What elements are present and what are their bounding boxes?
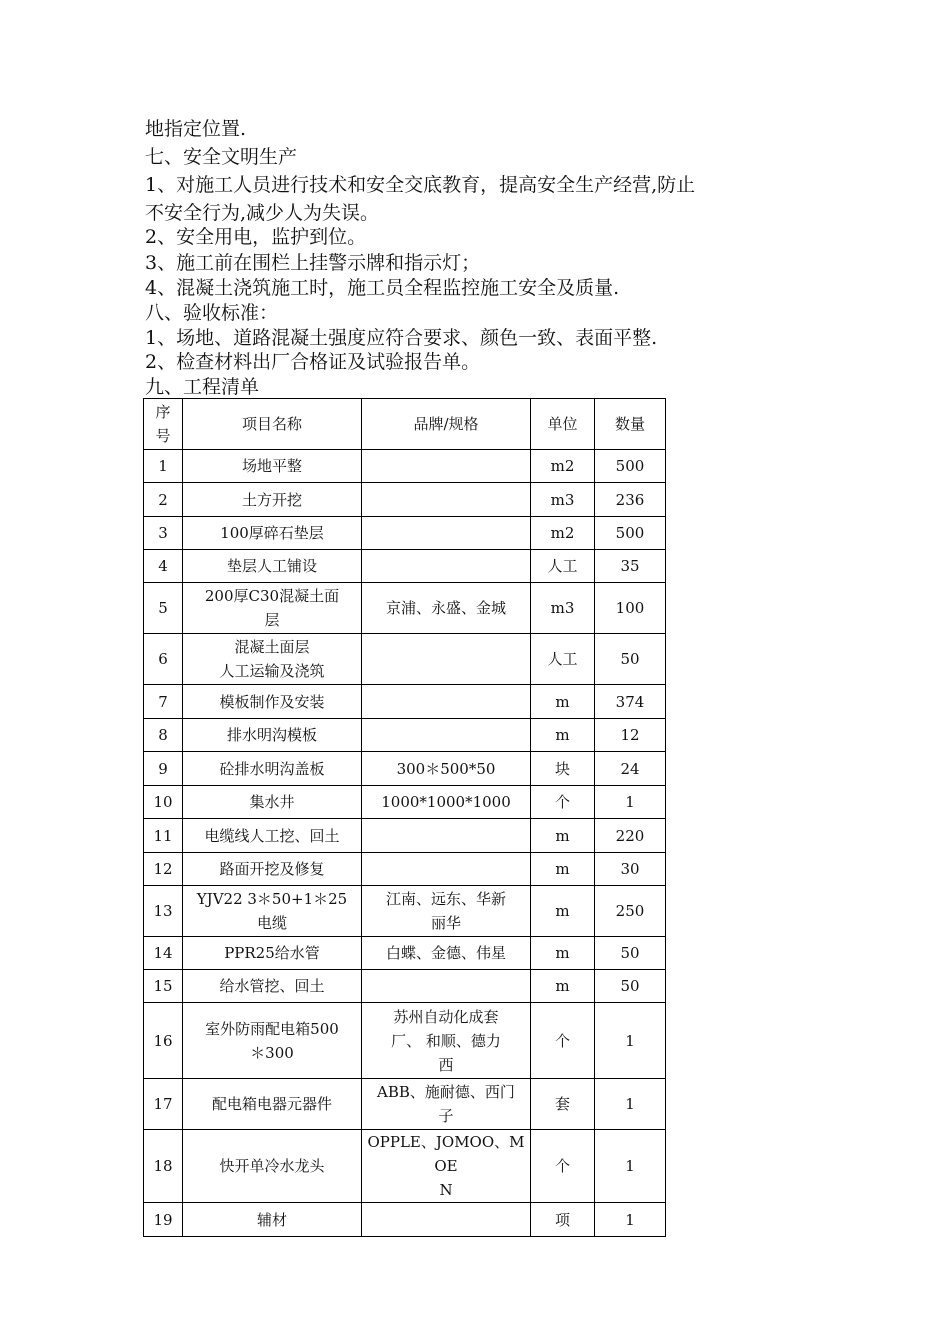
cell-unit: m2 <box>531 517 595 550</box>
cell-index: 5 <box>144 583 183 634</box>
paragraph-line: 2、安全用电，监护到位。 <box>145 226 367 248</box>
header-quantity: 数量 <box>595 399 666 450</box>
cell-index: 13 <box>144 886 183 937</box>
cell-brand-spec <box>362 719 531 752</box>
cell-brand-spec <box>362 550 531 583</box>
cell-brand-spec <box>362 450 531 483</box>
cell-index: 7 <box>144 685 183 719</box>
table-row <box>144 970 666 1003</box>
table-row <box>144 450 666 483</box>
cell-unit: m <box>531 853 595 886</box>
cell-brand-spec: 京浦、永盛、金城 <box>362 583 531 634</box>
cell-quantity: 24 <box>595 752 666 786</box>
cell-index: 3 <box>144 517 183 550</box>
cell-quantity: 1 <box>595 1130 666 1203</box>
table-row <box>144 1130 666 1203</box>
cell-unit: 套 <box>531 1079 595 1130</box>
cell-item-name: 快开单冷水龙头 <box>183 1130 362 1203</box>
paragraph-line: 不安全行为,减少人为失误。 <box>145 202 380 224</box>
cell-index: 15 <box>144 970 183 1003</box>
cell-quantity: 236 <box>595 483 666 517</box>
cell-index: 10 <box>144 786 183 819</box>
paragraph-line: 地指定位置. <box>145 118 247 140</box>
table-row <box>144 685 666 719</box>
table-row <box>144 583 666 634</box>
cell-quantity: 35 <box>595 550 666 583</box>
header-brand-spec: 品牌/规格 <box>362 399 531 450</box>
paragraph-line: 1、对施工人员进行技术和安全交底教育，提高安全生产经营,防止 <box>145 174 696 196</box>
cell-item-name: 辅材 <box>183 1203 362 1237</box>
cell-brand-spec <box>362 970 531 1003</box>
cell-item-name: 场地平整 <box>183 450 362 483</box>
cell-item-name: 排水明沟模板 <box>183 719 362 752</box>
cell-item-name: 室外防雨配电箱500 ＊300 <box>183 1003 362 1079</box>
cell-index: 11 <box>144 819 183 853</box>
paragraph-line: 3、施工前在围栏上挂警示牌和指示灯； <box>145 252 481 274</box>
cell-unit: m <box>531 937 595 970</box>
cell-brand-spec: 苏州自动化成套 厂、 和顺、德力 西 <box>362 1003 531 1079</box>
cell-brand-spec <box>362 517 531 550</box>
cell-index: 2 <box>144 483 183 517</box>
cell-unit: 个 <box>531 1130 595 1203</box>
cell-item-name: 给水管挖、回土 <box>183 970 362 1003</box>
table-row <box>144 1003 666 1079</box>
cell-quantity: 220 <box>595 819 666 853</box>
cell-unit: m3 <box>531 583 595 634</box>
cell-unit: m <box>531 970 595 1003</box>
cell-quantity: 374 <box>595 685 666 719</box>
table-row <box>144 1079 666 1130</box>
cell-unit: 人工 <box>531 634 595 685</box>
table-row <box>144 752 666 786</box>
cell-quantity: 50 <box>595 937 666 970</box>
table-header-row <box>144 399 666 450</box>
table-row <box>144 719 666 752</box>
cell-index: 14 <box>144 937 183 970</box>
cell-brand-spec: 300＊500*50 <box>362 752 531 786</box>
cell-item-name: PPR25给水管 <box>183 937 362 970</box>
cell-item-name: 配电箱电器元器件 <box>183 1079 362 1130</box>
cell-brand-spec <box>362 634 531 685</box>
cell-unit: m <box>531 719 595 752</box>
cell-brand-spec: ABB、施耐德、西门 子 <box>362 1079 531 1130</box>
cell-index: 16 <box>144 1003 183 1079</box>
cell-item-name: 模板制作及安装 <box>183 685 362 719</box>
cell-index: 1 <box>144 450 183 483</box>
cell-quantity: 1 <box>595 1079 666 1130</box>
paragraph-line: 4、混凝土浇筑施工时，施工员全程监控施工安全及质量. <box>145 277 620 299</box>
table-row <box>144 819 666 853</box>
table-row <box>144 786 666 819</box>
cell-unit: 块 <box>531 752 595 786</box>
table-row <box>144 886 666 937</box>
cell-item-name: 电缆线人工挖、回土 <box>183 819 362 853</box>
cell-index: 9 <box>144 752 183 786</box>
header-index: 序 号 <box>144 399 183 450</box>
paragraph-line: 八、验收标准： <box>145 302 279 324</box>
cell-quantity: 50 <box>595 970 666 1003</box>
cell-unit: 项 <box>531 1203 595 1237</box>
cell-unit: m3 <box>531 483 595 517</box>
cell-brand-spec <box>362 483 531 517</box>
cell-item-name: 砼排水明沟盖板 <box>183 752 362 786</box>
cell-brand-spec: 白蝶、金德、伟星 <box>362 937 531 970</box>
cell-quantity: 50 <box>595 634 666 685</box>
cell-unit: m <box>531 886 595 937</box>
cell-index: 19 <box>144 1203 183 1237</box>
paragraph-line: 2、检查材料出厂合格证及试验报告单。 <box>145 351 481 373</box>
table-body <box>144 450 666 1237</box>
cell-unit: m <box>531 685 595 719</box>
cell-index: 12 <box>144 853 183 886</box>
cell-quantity: 500 <box>595 450 666 483</box>
table-row <box>144 483 666 517</box>
cell-brand-spec <box>362 1203 531 1237</box>
cell-brand-spec <box>362 685 531 719</box>
cell-index: 18 <box>144 1130 183 1203</box>
table-row <box>144 550 666 583</box>
cell-index: 6 <box>144 634 183 685</box>
table-row <box>144 1203 666 1237</box>
cell-quantity: 12 <box>595 719 666 752</box>
cell-brand-spec: OPPLE、JOMOO、MOE N <box>362 1130 531 1203</box>
table-row <box>144 634 666 685</box>
cell-item-name: 200厚C30混凝土面 层 <box>183 583 362 634</box>
cell-quantity: 1 <box>595 786 666 819</box>
cell-item-name: 土方开挖 <box>183 483 362 517</box>
cell-index: 4 <box>144 550 183 583</box>
header-item-name: 项目名称 <box>183 399 362 450</box>
cell-index: 17 <box>144 1079 183 1130</box>
cell-item-name: 混凝土面层 人工运输及浇筑 <box>183 634 362 685</box>
cell-quantity: 100 <box>595 583 666 634</box>
cell-quantity: 30 <box>595 853 666 886</box>
table-row <box>144 517 666 550</box>
cell-brand-spec <box>362 853 531 886</box>
cell-item-name: YJV22 3＊50+1＊25 电缆 <box>183 886 362 937</box>
cell-brand-spec: 江南、远东、华新 丽华 <box>362 886 531 937</box>
cell-item-name: 集水井 <box>183 786 362 819</box>
cell-item-name: 100厚碎石垫层 <box>183 517 362 550</box>
cell-quantity: 1 <box>595 1203 666 1237</box>
cell-index: 8 <box>144 719 183 752</box>
paragraph-line: 1、场地、道路混凝土强度应符合要求、颜色一致、表面平整. <box>145 327 658 349</box>
cell-unit: m2 <box>531 450 595 483</box>
project-list-table <box>143 398 666 1237</box>
cell-unit: m <box>531 819 595 853</box>
table-row <box>144 937 666 970</box>
cell-brand-spec: 1000*1000*1000 <box>362 786 531 819</box>
table-row <box>144 853 666 886</box>
cell-item-name: 路面开挖及修复 <box>183 853 362 886</box>
cell-item-name: 垫层人工铺设 <box>183 550 362 583</box>
cell-unit: 个 <box>531 1003 595 1079</box>
cell-quantity: 500 <box>595 517 666 550</box>
cell-unit: 个 <box>531 786 595 819</box>
paragraph-line: 七、安全文明生产 <box>145 146 298 168</box>
cell-quantity: 250 <box>595 886 666 937</box>
header-unit: 单位 <box>531 399 595 450</box>
paragraph-line: 九、工程清单 <box>145 376 260 398</box>
cell-quantity: 1 <box>595 1003 666 1079</box>
cell-unit: 人工 <box>531 550 595 583</box>
cell-brand-spec <box>362 819 531 853</box>
